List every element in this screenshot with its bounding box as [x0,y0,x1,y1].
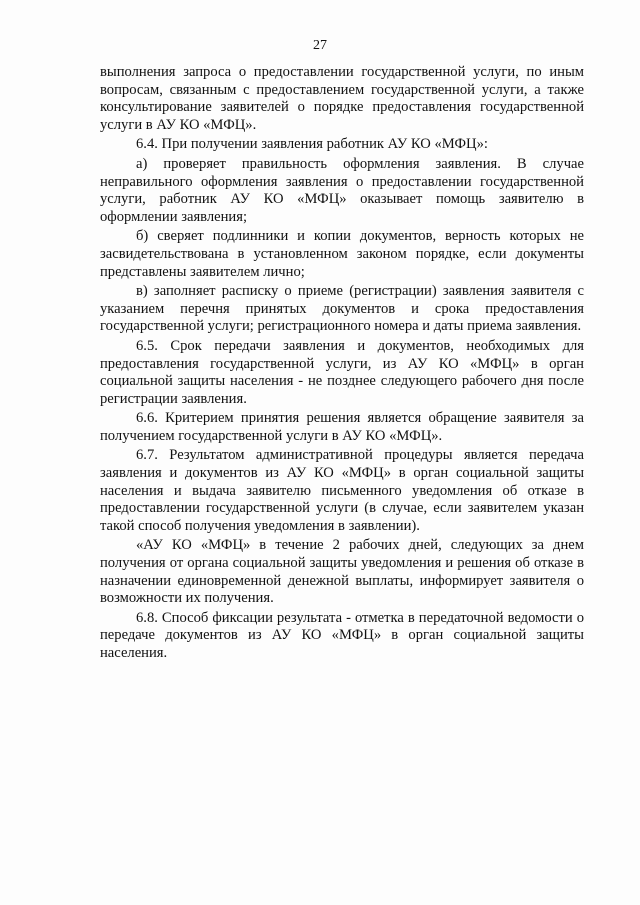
page-number: 27 [313,38,327,53]
paragraph-continuation: выполнения запроса о предоставлении государственной услуги, по иным вопросам, связанным с предоставлением государственной услуги, а также консультирование заявителей о порядке предоставления государственной услуги в АУ КО «МФЦ». [100,64,584,133]
paragraph-6-7-notice: «АУ КО «МФЦ» в течение 2 рабочих дней, следующих за днем получения от органа социальной защиты уведомления и решения об отказе в назначении единовременной денежной выплаты, информирует заявителя о возможности их получения. [100,537,584,607]
document-body [100,64,584,665]
paragraph-6-5: 6.5. Срок передачи заявления и документов, необходимых для предоставления государственной услуги, из АУ КО «МФЦ» в орган социальной защиты населения - не позднее следующего рабочего дня после регистрации заявления. [100,337,584,407]
paragraph-6-7: 6.7. Результатом административной процедуры является передача заявления и документов из АУ КО «МФЦ» в орган социальной защиты населения и выдача заявителю письменного уведомления об отказе в предоставлении государственной услуги (в случае, если заявителем указан такой способ получения уведомления в заявлении). [100,447,584,534]
paragraph-6-4: 6.4. При получении заявления работник АУ КО «МФЦ»: [136,136,488,153]
paragraph-6-4-b: б) сверяет подлинники и копии документов, верность которых не засвидетельствована в установленном законом порядке, если документы представлены заявителем лично; [100,228,584,280]
paragraph-6-8: 6.8. Способ фиксации результата - отметка в передаточной ведомости о передаче документов из АУ КО «МФЦ» в орган социальной защиты населения. [100,609,584,661]
paragraph-6-6: 6.6. Критерием принятия решения является обращение заявителя за получением государственной услуги в АУ КО «МФЦ». [100,410,584,444]
paragraph-6-4-a: а) проверяет правильность оформления заявления. В случае неправильного оформления заявления о предоставлении государственной услуги, работник АУ КО «МФЦ» оказывает помощь заявителю в оформлении заявления; [100,155,584,225]
paragraph-6-4-v: в) заполняет расписку о приеме (регистрации) заявления заявителя с указанием перечня принятых документов и срока предоставления государственной услуги; регистрационного номера и даты приема заявления. [100,283,584,335]
